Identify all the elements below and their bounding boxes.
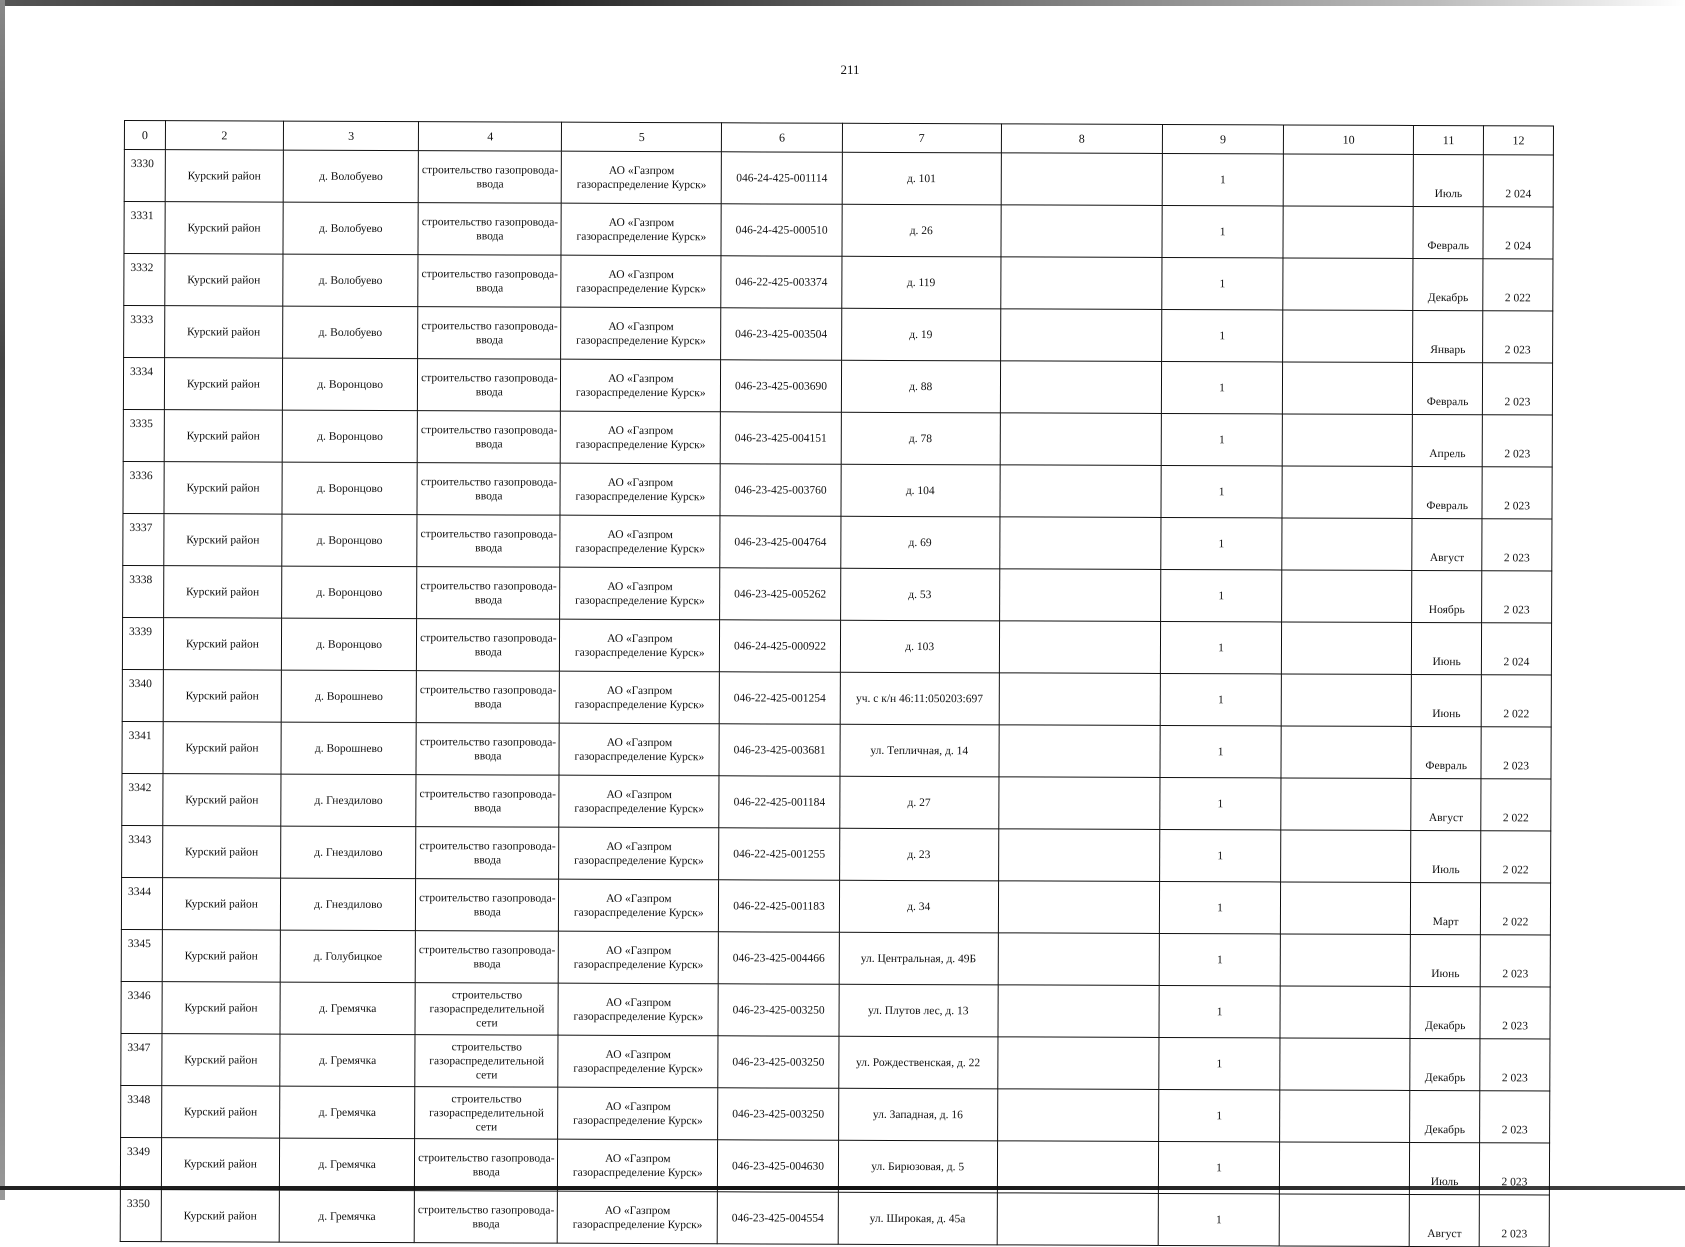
column-header: 10 xyxy=(1284,125,1414,154)
year-cell: 2 023 xyxy=(1480,1091,1550,1143)
district-cell: Курский район xyxy=(163,774,281,826)
locality-cell: д. Гремячка xyxy=(280,1086,416,1139)
district-cell: Курский район xyxy=(161,1138,279,1190)
month-cell: Июль xyxy=(1410,1142,1480,1194)
year-cell: 2 023 xyxy=(1481,727,1551,779)
locality-cell: д. Гремячка xyxy=(280,1034,416,1087)
column-10-cell xyxy=(1280,934,1410,986)
column-10-cell xyxy=(1281,830,1411,882)
registry-code-cell: 046-23-425-003250 xyxy=(718,984,839,1036)
locality-cell: д. Воронцово xyxy=(282,566,418,619)
organization-cell: АО «Газпром газораспределение Курск» xyxy=(560,515,720,568)
address-cell: д. 101 xyxy=(842,152,1001,205)
year-cell: 2 022 xyxy=(1481,779,1551,831)
district-cell: Курский район xyxy=(164,462,282,514)
organization-cell: АО «Газпром газораспределение Курск» xyxy=(560,567,720,620)
table-body xyxy=(120,150,1553,1247)
column-8-cell xyxy=(1001,153,1162,206)
quantity-cell: 1 xyxy=(1159,985,1281,1037)
locality-cell: д. Гнездилово xyxy=(281,826,417,879)
column-8-cell xyxy=(997,1193,1158,1246)
column-10-cell xyxy=(1282,466,1412,518)
table-row xyxy=(121,1033,1550,1090)
year-cell: 2 023 xyxy=(1482,571,1552,623)
organization-cell: АО «Газпром газораспределение Курск» xyxy=(559,827,719,880)
address-cell: д. 119 xyxy=(841,256,1000,309)
quantity-cell: 1 xyxy=(1162,205,1284,257)
work-type-cell: строительство газопровода-ввода xyxy=(418,411,561,464)
locality-cell: д. Ворошнево xyxy=(281,722,417,775)
work-type-cell: строительство газопровода-ввода xyxy=(418,255,561,308)
organization-cell: АО «Газпром газораспределение Курск» xyxy=(558,931,718,984)
month-cell: Июнь xyxy=(1410,934,1480,986)
locality-cell: д. Ворошнево xyxy=(281,670,417,723)
table-row xyxy=(124,150,1553,207)
row-number-cell: 3337 xyxy=(123,513,164,565)
column-8-cell xyxy=(998,829,1159,882)
month-cell: Декабрь xyxy=(1410,1090,1480,1142)
column-8-cell xyxy=(998,933,1159,986)
column-10-cell xyxy=(1280,1142,1410,1194)
quantity-cell: 1 xyxy=(1158,1089,1280,1141)
registry-code-cell: 046-23-425-003250 xyxy=(718,1088,839,1140)
year-cell: 2 022 xyxy=(1483,259,1553,311)
registry-code-cell: 046-23-425-003250 xyxy=(718,1036,839,1088)
scan-edge-left xyxy=(0,0,5,1200)
column-header: 3 xyxy=(283,121,418,151)
organization-cell: АО «Газпром газораспределение Курск» xyxy=(561,255,721,308)
registry-code-cell: 046-22-425-001184 xyxy=(719,776,840,828)
month-cell: Июнь xyxy=(1412,622,1482,674)
organization-cell: АО «Газпром газораспределение Курск» xyxy=(558,1087,718,1140)
column-header: 8 xyxy=(1001,124,1162,154)
column-header: 11 xyxy=(1414,125,1484,154)
column-8-cell xyxy=(997,1089,1158,1142)
column-10-cell xyxy=(1283,154,1413,206)
registry-code-cell: 046-23-425-004151 xyxy=(721,412,842,464)
address-cell: ул. Бирюзовая, д. 5 xyxy=(838,1140,997,1193)
month-cell: Февраль xyxy=(1413,362,1483,414)
column-10-cell xyxy=(1280,986,1410,1038)
work-type-cell: строительство газопровода-ввода xyxy=(418,203,561,256)
organization-cell: АО «Газпром газораспределение Курск» xyxy=(559,775,719,828)
table-row xyxy=(124,202,1553,259)
column-10-cell xyxy=(1282,570,1412,622)
year-cell: 2 024 xyxy=(1483,155,1553,207)
registry-table xyxy=(120,120,1554,1247)
year-cell: 2 023 xyxy=(1482,519,1552,571)
column-8-cell xyxy=(1000,413,1161,466)
year-cell: 2 023 xyxy=(1480,1039,1550,1091)
organization-cell: АО «Газпром газораспределение Курск» xyxy=(561,203,721,256)
month-cell: Март xyxy=(1411,882,1481,934)
district-cell: Курский район xyxy=(162,930,280,982)
document-sheet xyxy=(120,120,1554,1247)
row-number-cell: 3345 xyxy=(121,929,162,981)
quantity-cell: 1 xyxy=(1161,465,1283,517)
year-cell: 2 023 xyxy=(1482,363,1552,415)
table-row xyxy=(122,825,1551,882)
month-cell: Апрель xyxy=(1412,414,1482,466)
row-number-cell: 3338 xyxy=(123,565,164,617)
month-cell: Февраль xyxy=(1412,466,1482,518)
row-number-cell: 3333 xyxy=(124,306,165,358)
registry-code-cell: 046-23-425-004630 xyxy=(718,1140,839,1192)
locality-cell: д. Волобуево xyxy=(283,150,419,203)
row-number-cell: 3334 xyxy=(123,358,164,410)
month-cell: Декабрь xyxy=(1410,1038,1480,1090)
quantity-cell: 1 xyxy=(1159,829,1281,881)
address-cell: ул. Плутов лес, д. 13 xyxy=(839,984,998,1037)
column-10-cell xyxy=(1280,1090,1410,1142)
column-header: 4 xyxy=(419,122,562,152)
column-8-cell xyxy=(1001,205,1162,258)
column-header: 2 xyxy=(165,121,283,150)
work-type-cell: строительство газопровода-ввода xyxy=(416,827,559,880)
year-cell: 2 023 xyxy=(1480,987,1550,1039)
row-number-cell: 3344 xyxy=(121,877,162,929)
address-cell: ул. Широкая, д. 45а xyxy=(838,1192,997,1245)
locality-cell: д. Воронцово xyxy=(282,410,418,463)
year-cell: 2 024 xyxy=(1481,623,1551,675)
district-cell: Курский район xyxy=(162,826,280,878)
work-type-cell: строительство газопровода-ввода xyxy=(417,619,560,672)
address-cell: ул. Рождественская, д. 22 xyxy=(838,1036,997,1089)
column-10-cell xyxy=(1281,726,1411,778)
work-type-cell: строительство газопровода-ввода xyxy=(419,151,562,204)
column-10-cell xyxy=(1282,414,1412,466)
column-8-cell xyxy=(999,673,1160,726)
district-cell: Курский район xyxy=(163,566,281,618)
year-cell: 2 023 xyxy=(1482,467,1552,519)
district-cell: Курский район xyxy=(163,722,281,774)
quantity-cell: 1 xyxy=(1160,777,1282,829)
column-8-cell xyxy=(1000,361,1161,414)
table-row xyxy=(122,617,1551,674)
quantity-cell: 1 xyxy=(1160,725,1282,777)
row-number-cell: 3343 xyxy=(122,825,163,877)
column-10-cell xyxy=(1281,882,1411,934)
table-row xyxy=(124,254,1553,311)
row-number-cell: 3346 xyxy=(121,981,162,1033)
locality-cell: д. Волобуево xyxy=(283,202,419,255)
quantity-cell: 1 xyxy=(1159,933,1281,985)
locality-cell: д. Гнездилово xyxy=(281,774,417,827)
quantity-cell: 1 xyxy=(1160,673,1282,725)
locality-cell: д. Волобуево xyxy=(283,254,419,307)
address-cell: д. 69 xyxy=(840,516,999,569)
organization-cell: АО «Газпром газораспределение Курск» xyxy=(560,411,720,464)
registry-code-cell: 046-24-425-000922 xyxy=(720,620,841,672)
table-row xyxy=(123,565,1552,622)
column-header: 7 xyxy=(842,123,1001,153)
column-8-cell xyxy=(999,569,1160,622)
district-cell: Курский район xyxy=(162,878,280,930)
locality-cell: д. Гремячка xyxy=(280,982,416,1035)
district-cell: Курский район xyxy=(162,1034,280,1086)
month-cell: Ноябрь xyxy=(1412,570,1482,622)
year-cell: 2 022 xyxy=(1481,831,1551,883)
column-10-cell xyxy=(1283,258,1413,310)
quantity-cell: 1 xyxy=(1159,1037,1281,1089)
month-cell: Август xyxy=(1409,1194,1479,1246)
organization-cell: АО «Газпром газораспределение Курск» xyxy=(559,671,719,724)
month-cell: Декабрь xyxy=(1413,258,1483,310)
work-type-cell: строительство газопровода-ввода xyxy=(416,879,559,932)
column-8-cell xyxy=(997,1037,1158,1090)
organization-cell: АО «Газпром газораспределение Курск» xyxy=(561,359,721,412)
registry-code-cell: 046-23-425-004466 xyxy=(719,932,840,984)
row-number-cell: 3335 xyxy=(123,409,164,461)
work-type-cell: строительство газопровода-ввода xyxy=(418,359,561,412)
column-header: 0 xyxy=(124,121,165,150)
column-8-cell xyxy=(1000,257,1161,310)
table-row xyxy=(120,1137,1549,1194)
address-cell: д. 23 xyxy=(839,828,998,881)
table-row xyxy=(123,358,1552,415)
month-cell: Август xyxy=(1411,778,1481,830)
row-number-cell: 3341 xyxy=(122,721,163,773)
year-cell: 2 022 xyxy=(1481,675,1551,727)
organization-cell: АО «Газпром газораспределение Курск» xyxy=(557,1191,717,1244)
month-cell: Февраль xyxy=(1413,206,1483,258)
month-cell: Февраль xyxy=(1411,726,1481,778)
table-row xyxy=(120,1189,1549,1246)
table-row xyxy=(123,513,1552,570)
address-cell: д. 88 xyxy=(841,360,1000,413)
row-number-cell: 3340 xyxy=(122,669,163,721)
month-cell: Июль xyxy=(1413,154,1483,206)
row-number-cell: 3347 xyxy=(121,1033,162,1085)
year-cell: 2 023 xyxy=(1483,311,1553,363)
organization-cell: АО «Газпром газораспределение Курск» xyxy=(558,1139,718,1192)
registry-code-cell: 046-23-425-003690 xyxy=(721,360,842,412)
column-10-cell xyxy=(1282,518,1412,570)
locality-cell: д. Воронцово xyxy=(282,358,418,411)
table-row xyxy=(122,773,1551,830)
locality-cell: д. Воронцово xyxy=(282,514,418,567)
table-row xyxy=(122,669,1551,726)
month-cell: Декабрь xyxy=(1410,986,1480,1038)
row-number-cell: 3339 xyxy=(122,617,163,669)
district-cell: Курский район xyxy=(161,1086,279,1138)
table-row xyxy=(121,877,1550,934)
quantity-cell: 1 xyxy=(1162,153,1284,205)
registry-code-cell: 046-24-425-001114 xyxy=(722,152,843,204)
registry-code-cell: 046-23-425-004554 xyxy=(718,1192,839,1244)
year-cell: 2 023 xyxy=(1479,1195,1549,1247)
organization-cell: АО «Газпром газораспределение Курск» xyxy=(558,1035,718,1088)
table-row xyxy=(123,461,1552,518)
locality-cell: д. Гремячка xyxy=(279,1190,415,1243)
registry-code-cell: 046-22-425-001183 xyxy=(719,880,840,932)
row-number-cell: 3350 xyxy=(120,1189,161,1241)
quantity-cell: 1 xyxy=(1161,309,1283,361)
quantity-cell: 1 xyxy=(1160,569,1282,621)
district-cell: Курский район xyxy=(162,982,280,1034)
work-type-cell: строительство газопровода-ввода xyxy=(415,1191,558,1244)
year-cell: 2 023 xyxy=(1479,1143,1549,1195)
column-10-cell xyxy=(1279,1194,1409,1246)
row-number-cell: 3332 xyxy=(124,254,165,306)
row-number-cell: 3342 xyxy=(122,773,163,825)
work-type-cell: строительство газораспределительной сети xyxy=(415,983,558,1036)
work-type-cell: строительство газопровода-ввода xyxy=(417,515,560,568)
address-cell: д. 53 xyxy=(840,568,999,621)
column-8-cell xyxy=(1000,309,1161,362)
column-header: 5 xyxy=(562,122,722,152)
column-8-cell xyxy=(998,777,1159,830)
column-header: 9 xyxy=(1162,124,1284,153)
district-cell: Курский район xyxy=(164,514,282,566)
page-number: 211 xyxy=(840,62,860,77)
registry-code-cell: 046-23-425-005262 xyxy=(720,568,841,620)
table-row xyxy=(121,981,1550,1038)
registry-code-cell: 046-24-425-000510 xyxy=(721,204,842,256)
registry-code-cell: 046-22-425-003374 xyxy=(721,256,842,308)
scan-edge-top xyxy=(0,0,1685,6)
registry-code-cell: 046-23-425-003681 xyxy=(719,724,840,776)
row-number-cell: 3331 xyxy=(124,202,165,254)
district-cell: Курский район xyxy=(164,306,282,358)
month-cell: Июнь xyxy=(1411,674,1481,726)
column-header: 12 xyxy=(1483,126,1553,155)
organization-cell: АО «Газпром газораспределение Курск» xyxy=(559,723,719,776)
column-8-cell xyxy=(1000,465,1161,518)
address-cell: д. 27 xyxy=(839,776,998,829)
column-10-cell xyxy=(1283,310,1413,362)
work-type-cell: строительство газопровода-ввода xyxy=(416,775,559,828)
table-row xyxy=(123,409,1552,466)
quantity-cell: 1 xyxy=(1161,361,1283,413)
address-cell: д. 34 xyxy=(839,880,998,933)
row-number-cell: 3349 xyxy=(120,1137,161,1189)
column-10-cell xyxy=(1280,1038,1410,1090)
month-cell: Июль xyxy=(1411,830,1481,882)
month-cell: Август xyxy=(1412,518,1482,570)
table-row xyxy=(121,1085,1550,1142)
registry-code-cell: 046-22-425-001255 xyxy=(719,828,840,880)
district-cell: Курский район xyxy=(161,1190,279,1242)
locality-cell: д. Гремячка xyxy=(279,1138,415,1191)
work-type-cell: строительство газопровода-ввода xyxy=(417,567,560,620)
address-cell: уч. с к/н 46:11:050203:697 xyxy=(840,672,999,725)
column-10-cell xyxy=(1282,622,1412,674)
address-cell: д. 19 xyxy=(841,308,1000,361)
address-cell: д. 78 xyxy=(841,412,1000,465)
row-number-cell: 3348 xyxy=(121,1085,162,1137)
organization-cell: АО «Газпром газораспределение Курск» xyxy=(561,151,721,204)
address-cell: ул. Тепличная, д. 14 xyxy=(840,724,999,777)
address-cell: д. 103 xyxy=(840,620,999,673)
month-cell: Январь xyxy=(1413,310,1483,362)
district-cell: Курский район xyxy=(164,358,282,410)
quantity-cell: 1 xyxy=(1162,257,1284,309)
table-row xyxy=(121,929,1550,986)
work-type-cell: строительство газопровода-ввода xyxy=(417,671,560,724)
quantity-cell: 1 xyxy=(1158,1193,1280,1245)
year-cell: 2 022 xyxy=(1480,883,1550,935)
table-row xyxy=(122,721,1551,778)
quantity-cell: 1 xyxy=(1161,413,1283,465)
column-10-cell xyxy=(1281,674,1411,726)
column-10-cell xyxy=(1281,778,1411,830)
work-type-cell: строительство газопровода-ввода xyxy=(415,1139,558,1192)
column-8-cell xyxy=(997,1141,1158,1194)
address-cell: ул. Центральная, д. 49Б xyxy=(839,932,998,985)
locality-cell: д. Гнездилово xyxy=(280,878,416,931)
locality-cell: д. Волобуево xyxy=(283,306,419,359)
district-cell: Курский район xyxy=(165,150,283,202)
column-header: 6 xyxy=(722,123,842,152)
work-type-cell: строительство газопровода-ввода xyxy=(418,307,561,360)
row-number-cell: 3330 xyxy=(124,150,165,202)
year-cell: 2 023 xyxy=(1480,935,1550,987)
quantity-cell: 1 xyxy=(1161,517,1283,569)
district-cell: Курский район xyxy=(164,410,282,462)
row-number-cell: 3336 xyxy=(123,461,164,513)
column-10-cell xyxy=(1283,362,1413,414)
work-type-cell: строительство газопровода-ввода xyxy=(417,463,560,516)
address-cell: д. 26 xyxy=(842,204,1001,257)
locality-cell: д. Воронцово xyxy=(281,618,417,671)
column-8-cell xyxy=(999,517,1160,570)
work-type-cell: строительство газопровода-ввода xyxy=(416,723,559,776)
organization-cell: АО «Газпром газораспределение Курск» xyxy=(558,983,718,1036)
registry-code-cell: 046-22-425-001254 xyxy=(720,672,841,724)
work-type-cell: строительство газопровода-ввода xyxy=(416,931,559,984)
district-cell: Курский район xyxy=(163,670,281,722)
organization-cell: АО «Газпром газораспределение Курск» xyxy=(561,307,721,360)
organization-cell: АО «Газпром газораспределение Курск» xyxy=(559,879,719,932)
column-8-cell xyxy=(999,725,1160,778)
work-type-cell: строительство газораспределительной сети xyxy=(415,1035,558,1088)
table-row xyxy=(124,306,1553,363)
district-cell: Курский район xyxy=(163,618,281,670)
work-type-cell: строительство газораспределительной сети xyxy=(415,1087,558,1140)
year-cell: 2 024 xyxy=(1483,207,1553,259)
address-cell: д. 104 xyxy=(841,464,1000,517)
column-8-cell xyxy=(999,621,1160,674)
registry-code-cell: 046-23-425-003760 xyxy=(720,464,841,516)
column-10-cell xyxy=(1283,206,1413,258)
quantity-cell: 1 xyxy=(1160,621,1282,673)
column-8-cell xyxy=(998,881,1159,934)
locality-cell: д. Голубицкое xyxy=(280,930,416,983)
registry-code-cell: 046-23-425-003504 xyxy=(721,308,842,360)
organization-cell: АО «Газпром газораспределение Курск» xyxy=(560,463,720,516)
quantity-cell: 1 xyxy=(1158,1141,1280,1193)
district-cell: Курский район xyxy=(165,202,283,254)
column-8-cell xyxy=(998,985,1159,1038)
district-cell: Курский район xyxy=(165,254,283,306)
locality-cell: д. Воронцово xyxy=(282,462,418,515)
year-cell: 2 023 xyxy=(1482,415,1552,467)
organization-cell: АО «Газпром газораспределение Курск» xyxy=(560,619,720,672)
registry-code-cell: 046-23-425-004764 xyxy=(720,516,841,568)
quantity-cell: 1 xyxy=(1159,881,1281,933)
address-cell: ул. Западная, д. 16 xyxy=(838,1088,997,1141)
